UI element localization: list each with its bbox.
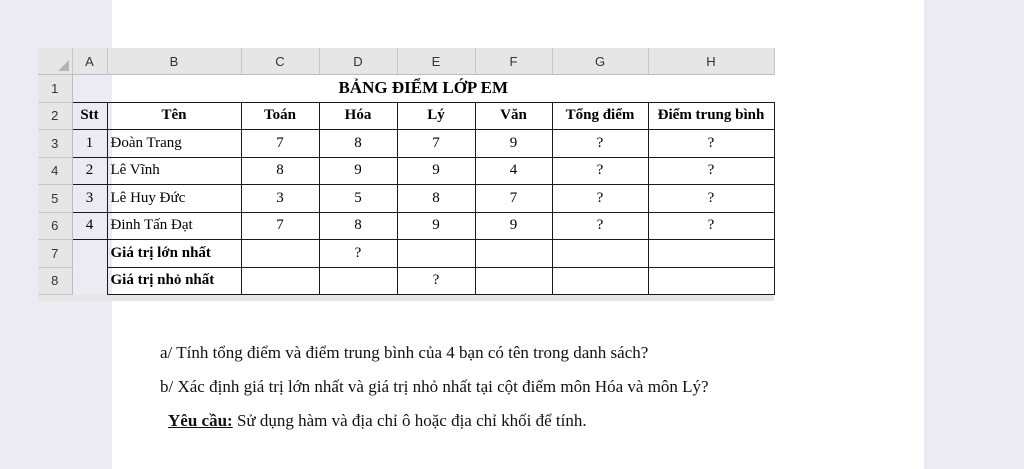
cell[interactable] — [552, 267, 648, 295]
table-row — [38, 267, 774, 295]
table-row — [38, 102, 774, 130]
cell[interactable]: 7 — [397, 130, 475, 158]
cell[interactable]: ? — [648, 130, 774, 158]
header-cell[interactable]: Tổng điểm — [552, 102, 648, 130]
row-number[interactable]: 7 — [38, 240, 72, 268]
column-header[interactable]: E — [397, 48, 475, 75]
table-row — [38, 75, 774, 103]
cell[interactable]: 8 — [319, 130, 397, 158]
cell[interactable] — [648, 240, 774, 268]
cell[interactable]: Đinh Tấn Đạt — [107, 212, 241, 240]
header-cell[interactable]: Stt — [72, 102, 107, 130]
table-row — [38, 212, 774, 240]
column-header[interactable]: F — [475, 48, 552, 75]
select-all-corner[interactable] — [38, 48, 72, 75]
cell[interactable]: 9 — [397, 212, 475, 240]
row-number[interactable]: 2 — [38, 102, 72, 130]
column-header[interactable]: H — [648, 48, 774, 75]
cell[interactable]: 9 — [397, 157, 475, 185]
cell[interactable]: 3 — [72, 185, 107, 213]
table-row — [38, 185, 774, 213]
table-row — [38, 157, 774, 185]
cell[interactable]: ? — [648, 157, 774, 185]
column-header-row — [38, 48, 774, 75]
requirement — [168, 411, 587, 431]
cell[interactable]: 4 — [72, 212, 107, 240]
sheet-title[interactable]: BẢNG ĐIỂM LỚP EM — [72, 75, 774, 103]
cell[interactable] — [397, 240, 475, 268]
cell[interactable] — [72, 240, 107, 268]
column-header[interactable]: B — [107, 48, 241, 75]
row-number[interactable]: 4 — [38, 157, 72, 185]
cell[interactable]: 7 — [241, 130, 319, 158]
row-number[interactable]: 3 — [38, 130, 72, 158]
cell[interactable]: 1 — [72, 130, 107, 158]
cell[interactable]: 3 — [241, 185, 319, 213]
column-header[interactable]: D — [319, 48, 397, 75]
cell[interactable]: Lê Vĩnh — [107, 157, 241, 185]
cell[interactable]: 7 — [241, 212, 319, 240]
column-header[interactable]: C — [241, 48, 319, 75]
cell[interactable]: Giá trị lớn nhất — [107, 240, 241, 268]
cell[interactable]: ? — [552, 212, 648, 240]
cell[interactable]: 4 — [475, 157, 552, 185]
cell[interactable]: 9 — [475, 212, 552, 240]
cell[interactable]: ? — [552, 130, 648, 158]
cell[interactable]: 8 — [397, 185, 475, 213]
sheet-bottom-edge — [38, 295, 774, 302]
question-b: b/ Xác định giá trị lớn nhất và giá trị nhỏ nhất tại cột điểm môn Hóa và môn Lý? — [160, 377, 709, 396]
cell[interactable]: 2 — [72, 157, 107, 185]
spreadsheet — [38, 48, 775, 301]
row-number[interactable]: 1 — [38, 75, 72, 103]
requirement-text: Sử dụng hàm và địa chỉ ô hoặc địa chỉ khối để tính. — [232, 411, 587, 430]
cell[interactable]: Đoàn Trang — [107, 130, 241, 158]
cell[interactable] — [241, 267, 319, 295]
header-cell[interactable]: Điểm trung bình — [648, 102, 774, 130]
row-number[interactable]: 5 — [38, 185, 72, 213]
header-cell[interactable]: Hóa — [319, 102, 397, 130]
cell[interactable] — [241, 240, 319, 268]
cell[interactable] — [72, 267, 107, 295]
table-row — [38, 240, 774, 268]
column-header[interactable]: G — [552, 48, 648, 75]
cell[interactable]: ? — [648, 212, 774, 240]
cell[interactable]: 9 — [319, 157, 397, 185]
row-number[interactable]: 6 — [38, 212, 72, 240]
cell[interactable]: 7 — [475, 185, 552, 213]
row-number[interactable]: 8 — [38, 267, 72, 295]
header-cell[interactable]: Tên — [107, 102, 241, 130]
cell[interactable]: ? — [552, 157, 648, 185]
cell[interactable] — [319, 267, 397, 295]
header-cell[interactable]: Toán — [241, 102, 319, 130]
cell[interactable] — [475, 240, 552, 268]
cell[interactable]: ? — [552, 185, 648, 213]
header-cell[interactable]: Lý — [397, 102, 475, 130]
requirement-label: Yêu cầu: — [168, 411, 233, 430]
cell[interactable] — [552, 240, 648, 268]
cell[interactable]: ? — [648, 185, 774, 213]
column-header[interactable]: A — [72, 48, 107, 75]
cell[interactable]: 5 — [319, 185, 397, 213]
cell[interactable]: 8 — [241, 157, 319, 185]
cell[interactable]: ? — [319, 240, 397, 268]
cell[interactable]: 8 — [319, 212, 397, 240]
question-a: a/ Tính tổng điểm và điểm trung bình của 4 bạn có tên trong danh sách? — [160, 343, 649, 362]
cell[interactable]: Giá trị nhỏ nhất — [107, 267, 241, 295]
cell[interactable]: 9 — [475, 130, 552, 158]
header-cell[interactable]: Văn — [475, 102, 552, 130]
cell[interactable]: Lê Huy Đức — [107, 185, 241, 213]
cell[interactable]: ? — [397, 267, 475, 295]
cell[interactable] — [475, 267, 552, 295]
cell[interactable] — [648, 267, 774, 295]
table-row — [38, 130, 774, 158]
